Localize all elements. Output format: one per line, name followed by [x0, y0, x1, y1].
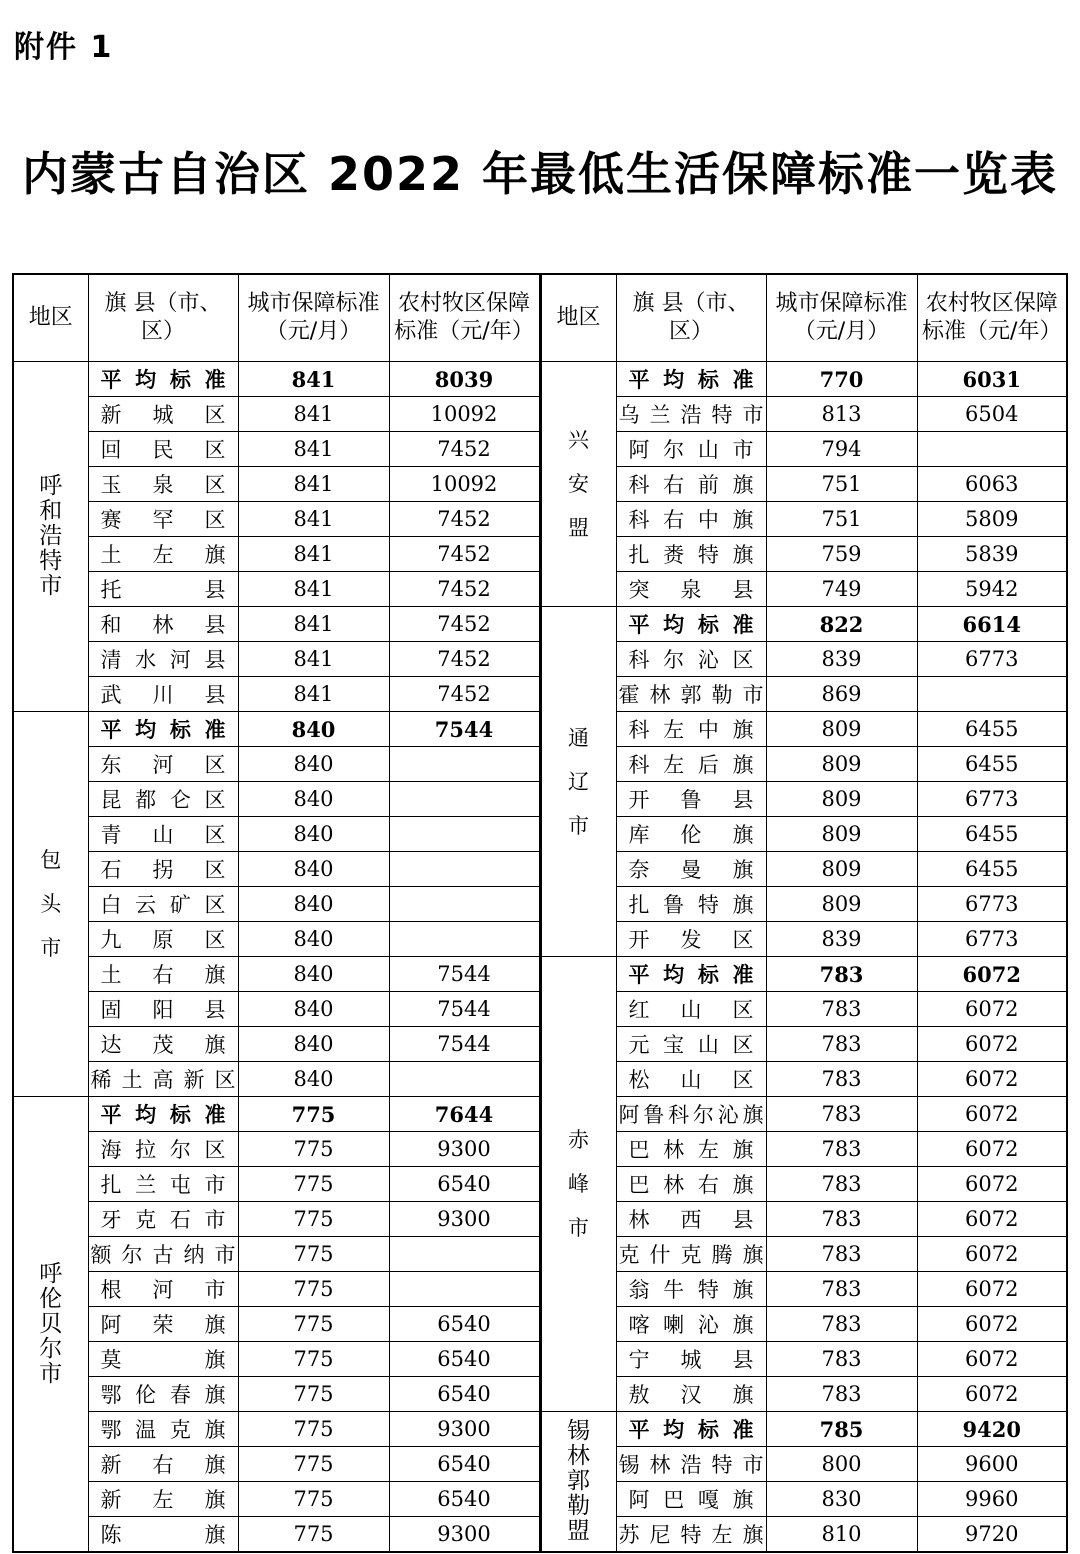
average-label: 平均标准: [88, 362, 238, 397]
rural-standard: [917, 432, 1067, 467]
urban-standard: 809: [766, 887, 917, 922]
urban-standard: 840: [238, 782, 389, 817]
rural-standard: 6072: [917, 1167, 1067, 1202]
average-label: 平均标准: [88, 712, 238, 747]
col-header-region: 地区: [540, 274, 616, 362]
rural-standard: 7452: [389, 607, 540, 642]
average-label: 平均标准: [616, 957, 766, 992]
county-name: 玉泉区: [88, 467, 238, 502]
urban-standard: 809: [766, 817, 917, 852]
urban-standard: 813: [766, 397, 917, 432]
rural-standard: 6455: [917, 852, 1067, 887]
county-name: 石拐区: [88, 852, 238, 887]
region-cell: 包 头 市: [13, 712, 88, 1097]
urban-standard: 841: [238, 502, 389, 537]
urban-standard: 841: [238, 467, 389, 502]
rural-standard: [917, 677, 1067, 712]
urban-standard: 775: [238, 1377, 389, 1412]
urban-standard: 839: [766, 642, 917, 677]
urban-standard: 775: [238, 1237, 389, 1272]
county-name: 达茂旗: [88, 1027, 238, 1062]
county-name: 科尔沁区: [616, 642, 766, 677]
rural-standard: 7544: [389, 957, 540, 992]
rural-standard: [389, 1062, 540, 1097]
county-name: 稀土高新区: [88, 1062, 238, 1097]
county-name: 元宝山区: [616, 1027, 766, 1062]
urban-standard: 841: [238, 362, 389, 397]
county-name: 科右中旗: [616, 502, 766, 537]
urban-standard: 800: [766, 1447, 917, 1482]
county-name: 库伦旗: [616, 817, 766, 852]
rural-standard: [389, 1237, 540, 1272]
rural-standard: 7452: [389, 572, 540, 607]
urban-standard: 770: [766, 362, 917, 397]
urban-standard: 783: [766, 1342, 917, 1377]
county-name: 松山区: [616, 1062, 766, 1097]
urban-standard: 840: [238, 887, 389, 922]
table-row: [13, 957, 1067, 992]
county-name: 阿鲁科尔沁旗: [616, 1097, 766, 1132]
col-header-rural: 农村牧区保障标准（元/年）: [917, 274, 1067, 362]
rural-standard: 6072: [917, 1132, 1067, 1167]
urban-standard: 775: [238, 1167, 389, 1202]
rural-standard: 9300: [389, 1412, 540, 1447]
rural-standard: 6773: [917, 922, 1067, 957]
rural-standard: 6063: [917, 467, 1067, 502]
table-row: [13, 607, 1067, 642]
urban-standard: 840: [238, 957, 389, 992]
rural-standard: 7544: [389, 712, 540, 747]
urban-standard: 775: [238, 1272, 389, 1307]
rural-standard: [389, 782, 540, 817]
standards-table: [12, 273, 1068, 1553]
urban-standard: 840: [238, 1062, 389, 1097]
urban-standard: 841: [238, 537, 389, 572]
rural-standard: 6072: [917, 1202, 1067, 1237]
rural-standard: 6072: [917, 1062, 1067, 1097]
rural-standard: 6072: [917, 1272, 1067, 1307]
rural-standard: 6072: [917, 1027, 1067, 1062]
rural-standard: 6072: [917, 1342, 1067, 1377]
county-name: 扎兰屯市: [88, 1167, 238, 1202]
county-name: 牙克石市: [88, 1202, 238, 1237]
county-name: 根河市: [88, 1272, 238, 1307]
region-cell: 呼 和 浩 特 市: [13, 362, 88, 712]
region-cell: 锡 林 郭 勒 盟: [540, 1412, 616, 1553]
rural-standard: 5942: [917, 572, 1067, 607]
urban-standard: 840: [238, 992, 389, 1027]
rural-standard: 6773: [917, 887, 1067, 922]
rural-standard: 7452: [389, 537, 540, 572]
rural-standard: 6773: [917, 782, 1067, 817]
urban-standard: 840: [238, 817, 389, 852]
region-cell: 通 辽 市: [540, 607, 616, 957]
urban-standard: 783: [766, 1062, 917, 1097]
rural-standard: 6455: [917, 817, 1067, 852]
urban-standard: 783: [766, 1237, 917, 1272]
urban-standard: 759: [766, 537, 917, 572]
urban-standard: 830: [766, 1482, 917, 1517]
county-name: 白云矿区: [88, 887, 238, 922]
county-name: 突泉县: [616, 572, 766, 607]
annex-label: 附件 1: [14, 30, 114, 65]
average-label: 平均标准: [616, 607, 766, 642]
urban-standard: 775: [238, 1447, 389, 1482]
table-row: [13, 362, 1067, 397]
urban-standard: 775: [238, 1202, 389, 1237]
header-row: [13, 274, 1067, 362]
county-name: 开鲁县: [616, 782, 766, 817]
rural-standard: 8039: [389, 362, 540, 397]
rural-standard: [389, 887, 540, 922]
rural-standard: 7452: [389, 677, 540, 712]
rural-standard: 9960: [917, 1482, 1067, 1517]
urban-standard: 841: [238, 572, 389, 607]
rural-standard: 6031: [917, 362, 1067, 397]
county-name: 武川县: [88, 677, 238, 712]
county-name: 莫旗: [88, 1342, 238, 1377]
table-body: [13, 362, 1067, 1553]
col-header-county: 旗 县（市、区）: [88, 274, 238, 362]
county-name: 科左后旗: [616, 747, 766, 782]
county-name: 昆都仑区: [88, 782, 238, 817]
county-name: 翁牛特旗: [616, 1272, 766, 1307]
urban-standard: 841: [238, 677, 389, 712]
county-name: 苏尼特左旗: [616, 1517, 766, 1553]
county-name: 回民区: [88, 432, 238, 467]
county-name: 喀喇沁旗: [616, 1307, 766, 1342]
county-name: 九原区: [88, 922, 238, 957]
col-header-county: 旗 县（市、区）: [616, 274, 766, 362]
county-name: 托县: [88, 572, 238, 607]
urban-standard: 783: [766, 992, 917, 1027]
rural-standard: 9720: [917, 1517, 1067, 1553]
rural-standard: 6540: [389, 1377, 540, 1412]
urban-standard: 841: [238, 607, 389, 642]
urban-standard: 783: [766, 1377, 917, 1412]
rural-standard: 6540: [389, 1307, 540, 1342]
county-name: 阿尔山市: [616, 432, 766, 467]
region-cell: 兴 安 盟: [540, 362, 616, 607]
county-name: 扎赉特旗: [616, 537, 766, 572]
urban-standard: 775: [238, 1482, 389, 1517]
urban-standard: 783: [766, 1307, 917, 1342]
rural-standard: 10092: [389, 467, 540, 502]
urban-standard: 794: [766, 432, 917, 467]
county-name: 克什克腾旗: [616, 1237, 766, 1272]
urban-standard: 810: [766, 1517, 917, 1553]
rural-standard: 9300: [389, 1132, 540, 1167]
urban-standard: 785: [766, 1412, 917, 1447]
rural-standard: 7644: [389, 1097, 540, 1132]
county-name: 鄂伦春旗: [88, 1377, 238, 1412]
urban-standard: 841: [238, 432, 389, 467]
urban-standard: 840: [238, 712, 389, 747]
county-name: 固阳县: [88, 992, 238, 1027]
rural-standard: 7544: [389, 1027, 540, 1062]
county-name: 巴林右旗: [616, 1167, 766, 1202]
col-header-rural: 农村牧区保障标准（元/年）: [389, 274, 540, 362]
urban-standard: 809: [766, 782, 917, 817]
rural-standard: [389, 747, 540, 782]
county-name: 奈曼旗: [616, 852, 766, 887]
county-name: 开发区: [616, 922, 766, 957]
urban-standard: 783: [766, 1167, 917, 1202]
urban-standard: 783: [766, 1097, 917, 1132]
county-name: 海拉尔区: [88, 1132, 238, 1167]
page-title: 内蒙古自治区 2022 年最低生活保障标准一览表: [21, 147, 1059, 201]
rural-standard: [389, 817, 540, 852]
urban-standard: 783: [766, 1132, 917, 1167]
county-name: 敖汉旗: [616, 1377, 766, 1412]
rural-standard: 10092: [389, 397, 540, 432]
urban-standard: 783: [766, 1027, 917, 1062]
county-name: 土右旗: [88, 957, 238, 992]
average-label: 平均标准: [616, 362, 766, 397]
rural-standard: 6540: [389, 1447, 540, 1482]
rural-standard: 7452: [389, 432, 540, 467]
urban-standard: 751: [766, 502, 917, 537]
col-header-urban: 城市保障标准（元/月）: [238, 274, 389, 362]
urban-standard: 775: [238, 1097, 389, 1132]
county-name: 扎鲁特旗: [616, 887, 766, 922]
urban-standard: 749: [766, 572, 917, 607]
urban-standard: 839: [766, 922, 917, 957]
county-name: 和林县: [88, 607, 238, 642]
rural-standard: 7452: [389, 502, 540, 537]
urban-standard: 809: [766, 712, 917, 747]
county-name: 巴林左旗: [616, 1132, 766, 1167]
rural-standard: 6072: [917, 1237, 1067, 1272]
rural-standard: 9600: [917, 1447, 1067, 1482]
county-name: 阿巴嘎旗: [616, 1482, 766, 1517]
urban-standard: 775: [238, 1517, 389, 1553]
urban-standard: 840: [238, 1027, 389, 1062]
urban-standard: 809: [766, 747, 917, 782]
county-name: 阿荣旗: [88, 1307, 238, 1342]
urban-standard: 840: [238, 747, 389, 782]
county-name: 新右旗: [88, 1447, 238, 1482]
rural-standard: 6614: [917, 607, 1067, 642]
rural-standard: 6072: [917, 1377, 1067, 1412]
col-header-urban: 城市保障标准（元/月）: [766, 274, 917, 362]
urban-standard: 775: [238, 1412, 389, 1447]
average-label: 平均标准: [88, 1097, 238, 1132]
county-name: 陈旗: [88, 1517, 238, 1553]
col-header-region: 地区: [13, 274, 88, 362]
urban-standard: 822: [766, 607, 917, 642]
rural-standard: 7544: [389, 992, 540, 1027]
urban-standard: 809: [766, 852, 917, 887]
urban-standard: 841: [238, 642, 389, 677]
county-name: 科左中旗: [616, 712, 766, 747]
urban-standard: 840: [238, 852, 389, 887]
county-name: 林西县: [616, 1202, 766, 1237]
county-name: 新左旗: [88, 1482, 238, 1517]
rural-standard: 5839: [917, 537, 1067, 572]
rural-standard: 6072: [917, 992, 1067, 1027]
rural-standard: 7452: [389, 642, 540, 677]
urban-standard: 869: [766, 677, 917, 712]
county-name: 新城区: [88, 397, 238, 432]
rural-standard: 5809: [917, 502, 1067, 537]
urban-standard: 775: [238, 1132, 389, 1167]
urban-standard: 775: [238, 1342, 389, 1377]
rural-standard: 6540: [389, 1167, 540, 1202]
county-name: 科右前旗: [616, 467, 766, 502]
urban-standard: 775: [238, 1307, 389, 1342]
rural-standard: 6773: [917, 642, 1067, 677]
table-row: [13, 1412, 1067, 1447]
rural-standard: 6540: [389, 1482, 540, 1517]
county-name: 清水河县: [88, 642, 238, 677]
county-name: 锡林浩特市: [616, 1447, 766, 1482]
rural-standard: 9420: [917, 1412, 1067, 1447]
rural-standard: 6504: [917, 397, 1067, 432]
county-name: 土左旗: [88, 537, 238, 572]
urban-standard: 751: [766, 467, 917, 502]
county-name: 东河区: [88, 747, 238, 782]
rural-standard: 9300: [389, 1202, 540, 1237]
county-name: 霍林郭勒市: [616, 677, 766, 712]
rural-standard: 6072: [917, 957, 1067, 992]
rural-standard: [389, 852, 540, 887]
county-name: 宁城县: [616, 1342, 766, 1377]
rural-standard: 6072: [917, 1097, 1067, 1132]
county-name: 红山区: [616, 992, 766, 1027]
rural-standard: 6072: [917, 1307, 1067, 1342]
rural-standard: [389, 1272, 540, 1307]
rural-standard: [389, 922, 540, 957]
county-name: 额尔古纳市: [88, 1237, 238, 1272]
region-cell: 赤 峰 市: [540, 957, 616, 1412]
county-name: 鄂温克旗: [88, 1412, 238, 1447]
county-name: 赛罕区: [88, 502, 238, 537]
region-cell: 呼 伦 贝 尔 市: [13, 1097, 88, 1553]
rural-standard: 6540: [389, 1342, 540, 1377]
urban-standard: 783: [766, 1202, 917, 1237]
urban-standard: 783: [766, 1272, 917, 1307]
urban-standard: 841: [238, 397, 389, 432]
rural-standard: 9300: [389, 1517, 540, 1553]
rural-standard: 6455: [917, 747, 1067, 782]
county-name: 青山区: [88, 817, 238, 852]
rural-standard: 6455: [917, 712, 1067, 747]
urban-standard: 783: [766, 957, 917, 992]
county-name: 乌兰浩特市: [616, 397, 766, 432]
average-label: 平均标准: [616, 1412, 766, 1447]
urban-standard: 840: [238, 922, 389, 957]
